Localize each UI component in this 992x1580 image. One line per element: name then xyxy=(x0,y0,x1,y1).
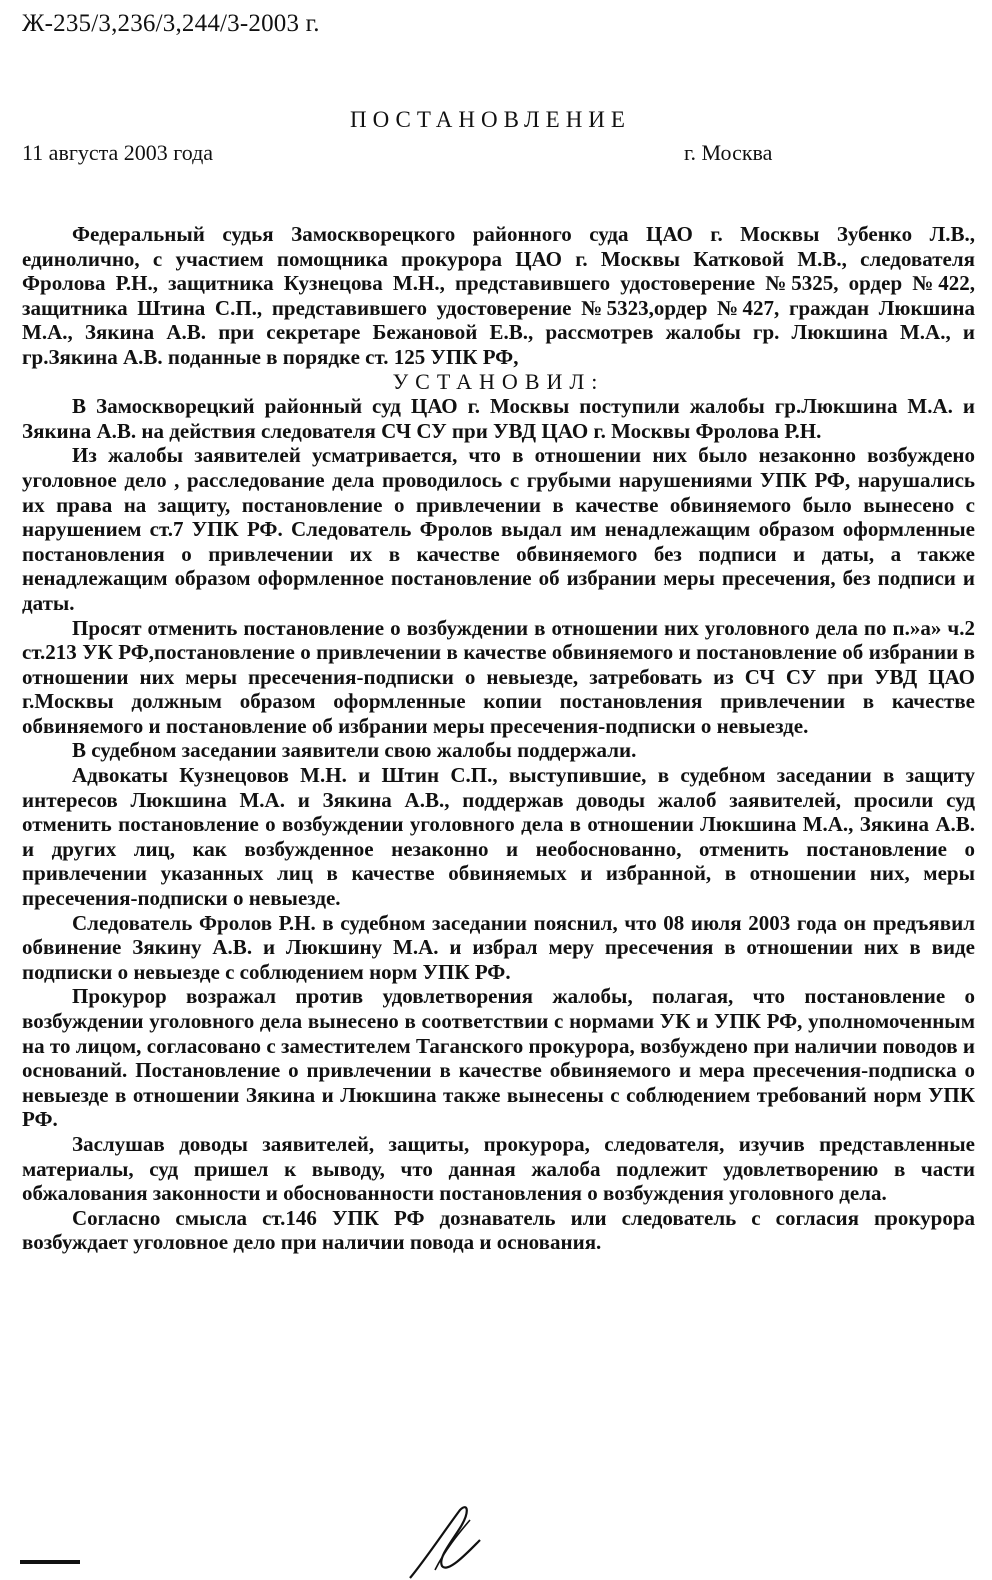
document-city: г. Москва xyxy=(684,140,773,165)
paragraph-1: В Замоскворецкий районный суд ЦАО г. Москвы поступили жалобы гр.Люкшина М.А. и Зякина А.В. на действия следователя СЧ СУ при УВД ЦАО г. Москвы Фролова Р.Н. xyxy=(22,394,975,443)
paragraph-9: Согласно смысла ст.146 УПК РФ дознаватель или следователь с согласия прокурора возбуждает уголовное дело при наличии повода и основания. xyxy=(22,1205,975,1255)
document-date: 11 августа 2003 года xyxy=(22,140,214,165)
intro-paragraph: Федеральный судья Замоскворецкого районного суда ЦАО г. Москвы Зубенко Л.В., единолично, с участием помощника прокурора ЦАО г. Москвы Катковой М.В., следователя Фролова Р.Н., защитника Кузнецова М.Н., представившего удостоверение №5325, ордер №422, защитника Штина С.П., представившего удостоверение №5323,ордер №427, граждан Люкшина М.А., Зякина А.В. при секретаре Бежановой Е.В., рассмотрев жалобы гр. Люкшина М.А., и гр.Зякина А.В. поданные в порядке ст. 125 УПК РФ, xyxy=(22,222,975,369)
section-heading: УСТАНОВИЛ: xyxy=(392,368,605,394)
signature xyxy=(390,1500,500,1580)
document-body xyxy=(22,222,975,1255)
paragraph-8: Заслушав доводы заявителей, защиты, прокурора, следователя, изучив представленные материалы, суд пришел к выводу, что данная жалоба подлежит удовлетворению в части обжалования законности и обоснованности постановления о возбуждения уголовного дела. xyxy=(22,1131,975,1206)
bottom-rule xyxy=(20,1560,80,1564)
paragraph-6: Следователь Фролов Р.Н. в судебном заседании пояснил, что 08 июля 2003 года он предъявил обвинение Зякину А.В. и Люкшину М.А. и избрал меру пресечения в отношении них в виде подписки о невыезде с соблюдением норм УПК РФ. xyxy=(22,910,975,984)
paragraph-7: Прокурор возражал против удовлетворения жалобы, полагая, что постановление о возбуждении уголовного дела вынесено в соответствии с нормами УК и УПК РФ, уполномоченным на то лицом, согласовано с заместителем Таганского прокурора, возбуждено при наличии поводов и оснований. Постановление о привлечении в качестве обвиняемого и мера пресечения-подписка о невыезде в отношении Зякина и Люкшина также вынесены с соблюдением требований норм УПК РФ. xyxy=(22,984,975,1132)
document-title: ПОСТАНОВЛЕНИЕ xyxy=(350,107,631,132)
paragraph-5: Адвокаты Кузнецовов М.Н. и Штин С.П., выступившие, в судебном заседании в защиту интересов Люкшина М.А. и Зякина А.В., поддержав доводы жалоб заявителей, просили суд отменить постановление о возбуждении уголовного дела в отношении Люкшина М.А., Зякина А.В. и других лиц, как возбужденное незаконно и необоснованно, отменить постановление о привлечении указанных лиц в качестве обвиняемых и избранной, в отношении них, меры пресечения-подписки о невыезде. xyxy=(22,763,975,911)
paragraph-3: Просят отменить постановление о возбуждении в отношении них уголовного дела по п.»а» ч.2 ст.213 УК РФ,постановление о привлечении в качестве обвиняемого и постановление об избрании в отношении них меры пресечения-подписки о невыезде, затребовать из СЧ СУ при УВД ЦАО г.Москвы должным образом оформленные копии постановления привлечении в качестве обвиняемого и постановление об избрании меры пресечения-подписки о невыезде. xyxy=(22,615,975,738)
paragraph-4: В судебном заседании заявители свою жалобы поддержали. xyxy=(72,738,637,763)
case-number: Ж-235/3,236/3,244/3-2003 г. xyxy=(22,10,320,37)
paragraph-2: Из жалобы заявителей усматривается, что в отношении них было незаконно возбуждено уголовное дело , расследование дела проводилось с грубыми нарушениями УПК РФ, нарушались их права на защиту, постановление о привлечении в качестве обвиняемого было вынесено с нарушением ст.7 УПК РФ. Следователь Фролов выдал им ненадлежащим образом оформленные постановления о привлечении их в качестве обвиняемого без подписи и даты, а также ненадлежащим образом оформленное постановление об избрании меры пресечения, без подписи и даты. xyxy=(22,443,975,615)
